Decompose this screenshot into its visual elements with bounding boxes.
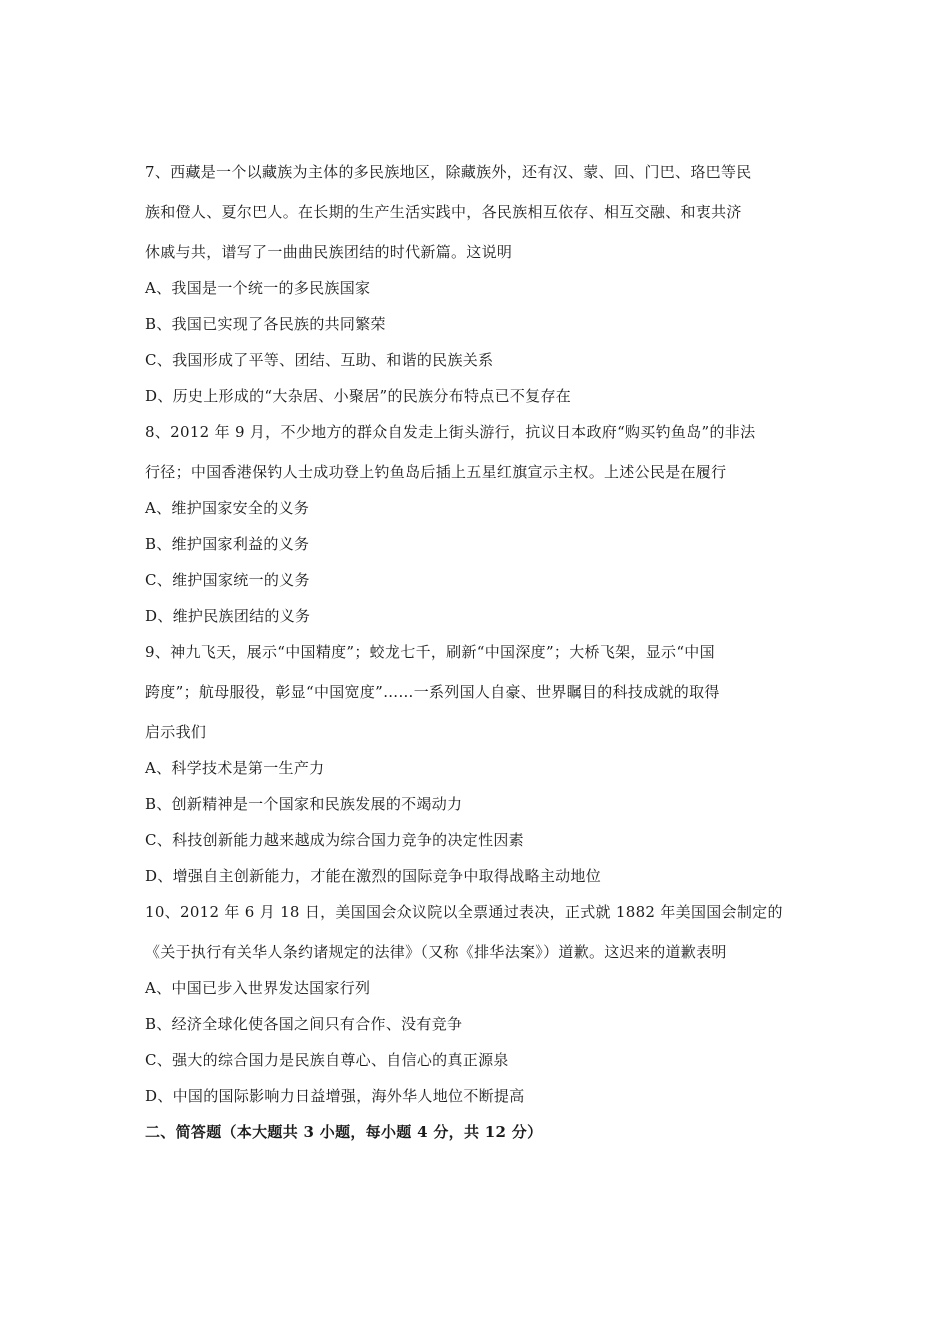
option-d: D、历史上形成的“大杂居、小聚居”的民族分布特点已不复存在 [145,387,572,405]
option-a: A、科学技术是第一生产力 [145,759,325,777]
question-stem-line: 族和僜人、夏尔巴人。在长期的生产生活实践中，各民族相互依存、相互交融、和衷共济 [145,203,742,221]
option-a: A、中国已步入世界发达国家行列 [145,979,371,997]
option-d: D、维护民族团结的义务 [145,607,311,625]
question-stem-line: 《关于执行有关华人条约诸规定的法律》（又称《排华法案》）道歉。这迟来的道歉表明 [145,943,727,961]
question-stem-line: 9、神九飞天，展示“中国精度”；蛟龙七千，刷新“中国深度”；大桥飞架，显示“中国 [145,643,715,661]
document-page [145,160,810,1156]
option-c: C、科技创新能力越来越成为综合国力竞争的决定性因素 [145,831,524,849]
question-stem-line: 行径；中国香港保钓人士成功登上钓鱼岛后插上五星红旗宣示主权。上述公民是在履行 [145,463,727,481]
option-c: C、我国形成了平等、团结、互助、和谐的民族关系 [145,351,494,369]
option-b: B、维护国家利益的义务 [145,535,310,553]
question-7 [145,160,810,420]
question-stem-line: 7、西藏是一个以藏族为主体的多民族地区，除藏族外，还有汉、蒙、回、门巴、珞巴等民 [145,163,752,181]
question-9 [145,640,810,900]
question-stem-line: 休戚与共，谱写了一曲曲民族团结的时代新篇。这说明 [145,243,513,261]
option-b: B、经济全球化使各国之间只有合作、没有竞争 [145,1015,463,1033]
option-d: D、中国的国际影响力日益增强，海外华人地位不断提高 [145,1087,525,1105]
option-a: A、维护国家安全的义务 [145,499,310,517]
option-b: B、创新精神是一个国家和民族发展的不竭动力 [145,795,463,813]
option-d: D、增强自主创新能力，才能在激烈的国际竞争中取得战略主动地位 [145,867,602,885]
question-8 [145,420,810,640]
question-stem-line: 8、2012 年 9 月，不少地方的群众自发走上街头游行，抗议日本政府“购买钓鱼岛”的非法 [145,423,756,441]
option-c: C、强大的综合国力是民族自尊心、自信心的真正源泉 [145,1051,509,1069]
question-stem-line: 跨度”；航母服役，彰显“中国宽度”……一系列国人自豪、世界瞩目的科技成就的取得 [145,683,720,701]
option-a: A、我国是一个统一的多民族国家 [145,279,371,297]
question-stem-line: 启示我们 [145,723,207,741]
section-heading: 二、简答题（本大题共 3 小题，每小题 4 分，共 12 分） [145,1123,543,1141]
question-stem-line: 10、2012 年 6 月 18 日，美国国会众议院以全票通过表决，正式就 1882 年美国国会制定的 [145,903,783,921]
question-10 [145,900,810,1120]
option-b: B、我国已实现了各民族的共同繁荣 [145,315,386,333]
option-c: C、维护国家统一的义务 [145,571,310,589]
